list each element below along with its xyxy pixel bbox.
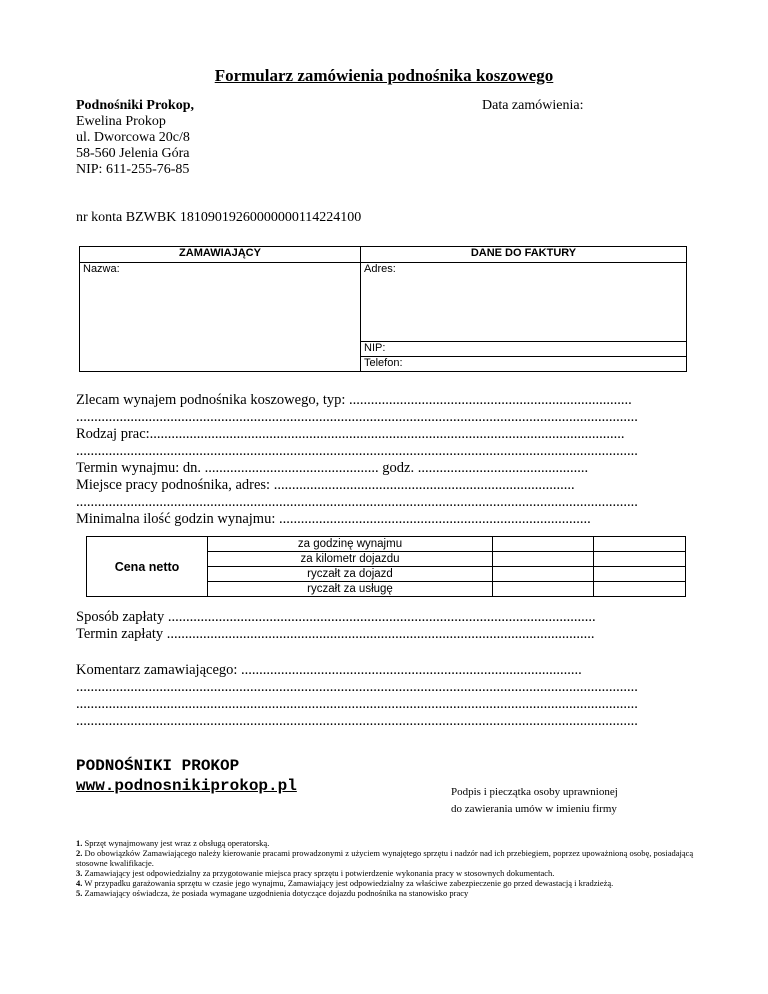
price-value-cell[interactable] (594, 582, 686, 597)
order-date-label: Data zamówienia: (482, 98, 584, 113)
orderer-name-field[interactable] (80, 263, 361, 372)
payment-due-line[interactable]: Termin zapłaty ...................................................................................................................... (76, 626, 595, 642)
company-info (76, 98, 194, 178)
page-title: Formularz zamówienia podnośnika koszowego (214, 66, 554, 85)
signature-line-1: Podpis i pieczątka osoby uprawnionej (451, 786, 618, 798)
price-row-label: ryczałt za usługę (208, 582, 493, 597)
price-row-label: ryczałt za dojazd (208, 567, 493, 582)
price-value-cell[interactable] (594, 552, 686, 567)
machine-type-line-cont[interactable]: ........................................................................................................................................................... (76, 409, 638, 425)
work-type-line[interactable]: Rodzaj prac:................................................................................................................................... (76, 426, 625, 442)
note-item: 1. Sprzęt wynajmowany jest wraz z obsługą operatorską. (76, 838, 270, 848)
rental-term-line[interactable]: Termin wynajmu: dn. ................................................ godz. ............................................... (76, 460, 589, 476)
comment-section (76, 662, 692, 730)
brand-block (76, 756, 297, 796)
comment-label-line[interactable]: Komentarz zamawiającego: .............................................................................................. (76, 662, 582, 678)
orderer-header: ZAMAWIAJĄCY (80, 247, 361, 263)
order-details (76, 392, 692, 528)
min-hours-line[interactable]: Minimalna ilość godzin wynajmu: ...................................................................................... (76, 511, 591, 527)
terms-notes (76, 838, 696, 898)
brand-name: PODNOŚNIKI PROKOP (76, 757, 240, 775)
company-nip: NIP: 611-255-76-85 (76, 162, 190, 177)
price-value-cell[interactable] (594, 567, 686, 582)
signature-line-2: do zawierania umów w imieniu firmy (451, 803, 617, 815)
bank-account: nr konta BZWBK 18109019260000000114224100 (76, 210, 362, 225)
brand-url-link[interactable]: www.podnosnikiprokop.pl (76, 777, 297, 795)
invoice-address-field[interactable] (361, 263, 687, 342)
company-owner: Ewelina Prokop (76, 114, 166, 129)
price-value-cell[interactable] (493, 582, 594, 597)
company-street: ul. Dworcowa 20c/8 (76, 130, 190, 145)
comment-line[interactable]: ........................................................................................................................................................... (76, 679, 638, 695)
note-item: 3. Zamawiający jest odpowiedzialny za przygotowanie miejsca pracy sprzętu i potwierdzenie wykonania pracy w stosownych dokumentach. (76, 868, 555, 878)
signature-caption (451, 784, 618, 818)
comment-line[interactable]: ........................................................................................................................................................... (76, 713, 638, 729)
phone-label: Telefon: (364, 357, 403, 369)
payment-section (76, 609, 692, 643)
address-label: Adres: (364, 263, 396, 275)
note-item: 5. Zamawiający oświadcza, że posiada wymagane uzgodnienia dotyczące dojazdu podnośnika na stanowisko pracy (76, 888, 469, 898)
work-place-line[interactable]: Miejsce pracy podnośnika, adres: ................................................................................... (76, 477, 575, 493)
price-value-cell[interactable] (493, 537, 594, 552)
note-item: 4. W przypadku garażowania sprzętu w czasie jego wynajmu, Zamawiający jest odpowiedzialny za właściwe zabezpieczenie go przed dewastacją i kradzieżą. (76, 878, 614, 888)
company-name: Podnośniki Prokop, (76, 98, 195, 113)
price-row-label: za godzinę wynajmu (208, 537, 493, 552)
name-label: Nazwa: (83, 263, 120, 275)
parties-table (79, 246, 687, 372)
work-type-line-cont[interactable]: ........................................................................................................................................................... (76, 443, 638, 459)
nip-label: NIP: (364, 342, 386, 354)
invoice-nip-field[interactable] (361, 342, 687, 357)
invoice-phone-field[interactable] (361, 357, 687, 372)
price-table (86, 536, 686, 597)
price-value-cell[interactable] (594, 537, 686, 552)
machine-type-line[interactable]: Zlecam wynajem podnośnika koszowego, typ: .............................................................................. (76, 392, 632, 408)
price-value-cell[interactable] (493, 567, 594, 582)
net-price-label: Cena netto (87, 537, 208, 597)
comment-line[interactable]: ........................................................................................................................................................... (76, 696, 638, 712)
company-city: 58-560 Jelenia Góra (76, 146, 190, 161)
price-value-cell[interactable] (493, 552, 594, 567)
invoice-header: DANE DO FAKTURY (361, 247, 687, 263)
work-place-line-cont[interactable]: ........................................................................................................................................................... (76, 494, 638, 510)
price-row-label: za kilometr dojazdu (208, 552, 493, 567)
note-item: 2. Do obowiązków Zamawiającego należy kierowanie pracami prowadzonymi z użyciem wynajętego sprzętu i nadzór nad ich przebiegiem, poprzez upoważnioną osobę, posiadającą stosowne kwalifikacje. (76, 848, 694, 868)
payment-method-line[interactable]: Sposób zapłaty ...................................................................................................................... (76, 609, 596, 625)
